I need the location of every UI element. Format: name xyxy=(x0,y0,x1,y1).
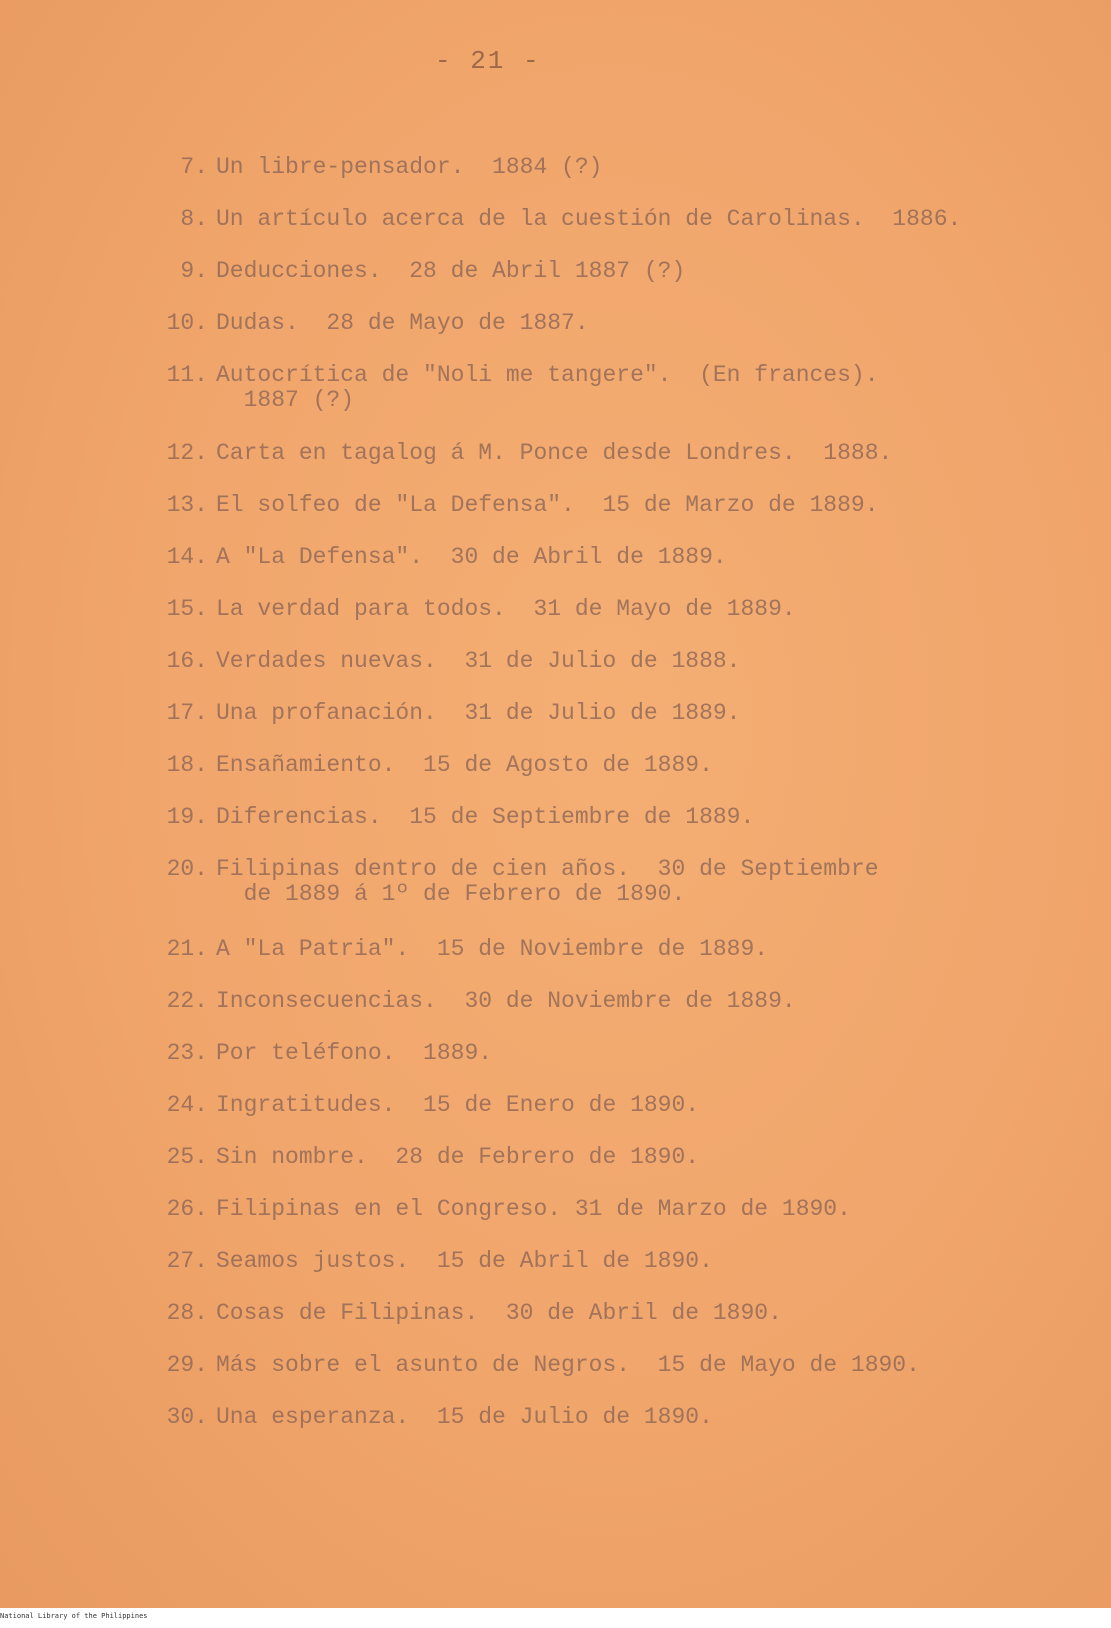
entry-text: Sin nombre. 28 de Febrero de 1890. xyxy=(216,1144,700,1170)
list-item xyxy=(146,155,602,180)
list-item xyxy=(146,597,796,622)
entry-text: Inconsecuencias. 30 de Noviembre de 1889. xyxy=(216,988,796,1014)
list-item xyxy=(146,545,727,570)
entry-number: 13. xyxy=(166,492,208,518)
entry-number: 22. xyxy=(166,988,208,1014)
entry-number: 15. xyxy=(166,596,208,622)
list-item xyxy=(146,989,796,1014)
entry-text: Carta en tagalog á M. Ponce desde Londres. 1888. xyxy=(216,440,893,466)
entry-number: 19. xyxy=(166,804,208,830)
entry-text: Una esperanza. 15 de Julio de 1890. xyxy=(216,1404,713,1430)
list-item xyxy=(146,857,879,907)
list-item xyxy=(146,311,589,336)
list-item xyxy=(146,1093,699,1118)
entry-text: A "La Patria". 15 de Noviembre de 1889. xyxy=(216,936,769,962)
list-item xyxy=(146,1197,851,1222)
entry-number: 14. xyxy=(166,544,208,570)
entry-number: 10. xyxy=(166,310,208,336)
entry-number: 11. xyxy=(166,362,208,388)
entry-text: Verdades nuevas. 31 de Julio de 1888. xyxy=(216,648,741,674)
list-item xyxy=(146,1041,492,1066)
entry-text: Ingratitudes. 15 de Enero de 1890. xyxy=(216,1092,700,1118)
entry-number: 16. xyxy=(166,648,208,674)
entry-number: 21. xyxy=(166,936,208,962)
entry-text: Filipinas dentro de cien años. 30 de Septiembre de 1889 á 1º de Febrero de 1890. xyxy=(216,856,879,907)
entry-text: Autocrítica de "Noli me tangere". (En frances). 1887 (?) xyxy=(216,362,879,413)
entry-text: Ensañamiento. 15 de Agosto de 1889. xyxy=(216,752,713,778)
list-item xyxy=(146,493,879,518)
list-item xyxy=(146,1405,713,1430)
entry-number: 26. xyxy=(166,1196,208,1222)
entry-number: 9. xyxy=(180,258,208,284)
entry-text: Filipinas en el Congreso. 31 de Marzo de 1890. xyxy=(216,1196,851,1222)
entry-number: 12. xyxy=(166,440,208,466)
entry-text: A "La Defensa". 30 de Abril de 1889. xyxy=(216,544,727,570)
entry-number: 23. xyxy=(166,1040,208,1066)
entry-number: 20. xyxy=(166,856,208,882)
list-item xyxy=(146,1249,713,1274)
entry-text: Por teléfono. 1889. xyxy=(216,1040,493,1066)
entry-text: Deducciones. 28 de Abril 1887 (?) xyxy=(216,258,686,284)
list-item xyxy=(146,753,713,778)
entry-text: Dudas. 28 de Mayo de 1887. xyxy=(216,310,589,336)
entry-number: 24. xyxy=(166,1092,208,1118)
entry-text: Más sobre el asunto de Negros. 15 de Mayo de 1890. xyxy=(216,1352,920,1378)
list-item xyxy=(146,701,741,726)
page-number: - 21 - xyxy=(435,46,541,76)
entry-text: Un artículo acerca de la cuestión de Carolinas. 1886. xyxy=(216,206,962,232)
entry-number: 7. xyxy=(180,154,208,180)
entry-number: 8. xyxy=(180,206,208,232)
list-item xyxy=(146,363,879,413)
list-item xyxy=(146,1301,782,1326)
entry-text: Diferencias. 15 de Septiembre de 1889. xyxy=(216,804,755,830)
entry-number: 18. xyxy=(166,752,208,778)
entry-number: 27. xyxy=(166,1248,208,1274)
list-item xyxy=(146,805,754,830)
list-item xyxy=(146,207,961,232)
entry-number: 28. xyxy=(166,1300,208,1326)
entry-number: 25. xyxy=(166,1144,208,1170)
list-item xyxy=(146,441,892,466)
entry-text: Un libre-pensador. 1884 (?) xyxy=(216,154,603,180)
list-item xyxy=(146,259,685,284)
entry-number: 17. xyxy=(166,700,208,726)
footer-credit: National Library of the Philippines xyxy=(0,1612,148,1620)
entry-text: La verdad para todos. 31 de Mayo de 1889. xyxy=(216,596,796,622)
entry-text: Cosas de Filipinas. 30 de Abril de 1890. xyxy=(216,1300,782,1326)
list-item xyxy=(146,649,741,674)
list-item xyxy=(146,1353,920,1378)
list-item xyxy=(146,937,768,962)
entry-text: Seamos justos. 15 de Abril de 1890. xyxy=(216,1248,713,1274)
entry-text: El solfeo de "La Defensa". 15 de Marzo de 1889. xyxy=(216,492,879,518)
list-item xyxy=(146,1145,699,1170)
entry-number: 29. xyxy=(166,1352,208,1378)
entry-number: 30. xyxy=(166,1404,208,1430)
entry-text: Una profanación. 31 de Julio de 1889. xyxy=(216,700,741,726)
